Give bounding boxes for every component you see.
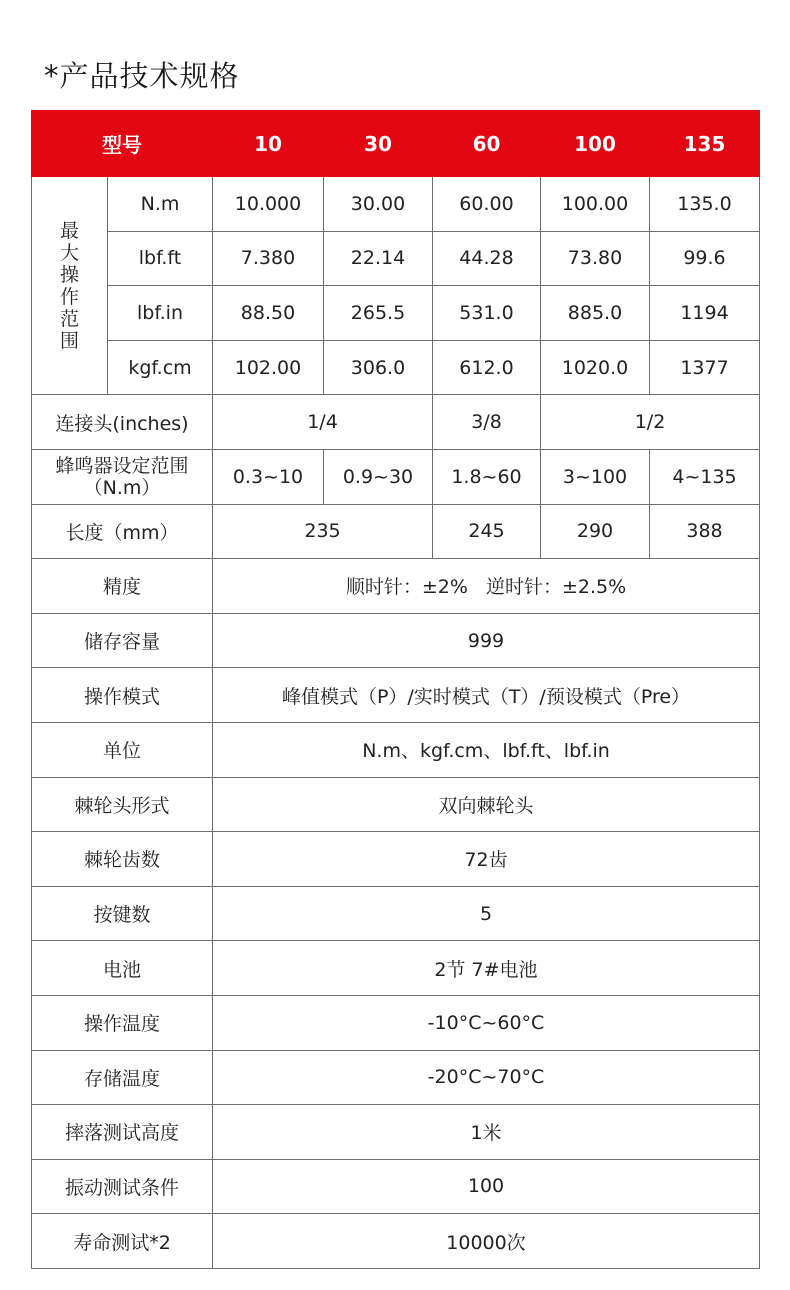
spec-row bbox=[32, 886, 760, 941]
value-cell: 1020.0 bbox=[541, 340, 650, 395]
spec-row bbox=[32, 777, 760, 832]
value-cell: 双向棘轮头 bbox=[213, 777, 760, 832]
value-cell: 290 bbox=[541, 504, 650, 559]
value-cell: 612.0 bbox=[433, 340, 541, 395]
row-label: 连接头(inches) bbox=[32, 395, 213, 450]
model-label: 型号 bbox=[32, 111, 213, 177]
value-cell: 0.9~30 bbox=[324, 449, 433, 504]
value-cell: 0.3~10 bbox=[213, 449, 324, 504]
unit-cell: lbf.ft bbox=[108, 231, 213, 286]
row-label: 操作温度 bbox=[32, 995, 213, 1050]
value-cell: 88.50 bbox=[213, 286, 324, 341]
value-cell: 245 bbox=[433, 504, 541, 559]
value-cell: 388 bbox=[650, 504, 760, 559]
value-cell: 100.00 bbox=[541, 177, 650, 232]
value-cell: 44.28 bbox=[433, 231, 541, 286]
row-label: 长度（mm） bbox=[32, 504, 213, 559]
row-label: 按键数 bbox=[32, 886, 213, 941]
value-cell: 顺时针：±2% 逆时针：±2.5% bbox=[213, 559, 760, 614]
row-label: 单位 bbox=[32, 722, 213, 777]
row-label: 操作模式 bbox=[32, 668, 213, 723]
unit-cell: lbf.in bbox=[108, 286, 213, 341]
model-header: 100 bbox=[541, 111, 650, 177]
value-cell: 峰值模式（P）/实时模式（T）/预设模式（Pre） bbox=[213, 668, 760, 723]
value-cell: 4~135 bbox=[650, 449, 760, 504]
model-header: 60 bbox=[433, 111, 541, 177]
unit-cell: N.m bbox=[108, 177, 213, 232]
value-cell: 72齿 bbox=[213, 832, 760, 887]
value-cell: 7.380 bbox=[213, 231, 324, 286]
row-label: 精度 bbox=[32, 559, 213, 614]
value-cell: 5 bbox=[213, 886, 760, 941]
value-cell: 102.00 bbox=[213, 340, 324, 395]
value-cell: -20°C~70°C bbox=[213, 1050, 760, 1105]
value-cell: 1/4 bbox=[213, 395, 433, 450]
spec-row bbox=[32, 995, 760, 1050]
row-label: 摔落测试高度 bbox=[32, 1105, 213, 1160]
value-cell: 531.0 bbox=[433, 286, 541, 341]
value-cell: 3~100 bbox=[541, 449, 650, 504]
spec-row bbox=[32, 722, 760, 777]
spec-row bbox=[32, 668, 760, 723]
page-title: *产品技术规格 bbox=[44, 59, 240, 93]
spec-row bbox=[32, 1050, 760, 1105]
value-cell: 235 bbox=[213, 504, 433, 559]
value-cell: N.m、kgf.cm、lbf.ft、lbf.in bbox=[213, 722, 760, 777]
value-cell: 22.14 bbox=[324, 231, 433, 286]
spec-row bbox=[32, 1159, 760, 1214]
model-header: 30 bbox=[324, 111, 433, 177]
unit-cell: kgf.cm bbox=[108, 340, 213, 395]
value-cell: 1377 bbox=[650, 340, 760, 395]
model-header: 135 bbox=[650, 111, 760, 177]
spec-row bbox=[32, 1105, 760, 1160]
connector-row bbox=[32, 395, 760, 450]
range-row bbox=[32, 177, 760, 232]
value-cell: 1/2 bbox=[541, 395, 760, 450]
model-header: 10 bbox=[213, 111, 324, 177]
spec-row bbox=[32, 613, 760, 668]
range-row bbox=[32, 231, 760, 286]
row-label: 棘轮头形式 bbox=[32, 777, 213, 832]
value-cell: 2节 7#电池 bbox=[213, 941, 760, 996]
value-cell: 999 bbox=[213, 613, 760, 668]
spec-row bbox=[32, 832, 760, 887]
row-label: 寿命测试*2 bbox=[32, 1214, 213, 1269]
row-label: 电池 bbox=[32, 941, 213, 996]
value-cell: 1.8~60 bbox=[433, 449, 541, 504]
value-cell: 99.6 bbox=[650, 231, 760, 286]
value-cell: 100 bbox=[213, 1159, 760, 1214]
buzzer-row bbox=[32, 449, 760, 504]
value-cell: 10000次 bbox=[213, 1214, 760, 1269]
max-range-label: 最 大 操 作 范 围 bbox=[32, 177, 108, 395]
value-cell: 1194 bbox=[650, 286, 760, 341]
length-row bbox=[32, 504, 760, 559]
row-label: 储存容量 bbox=[32, 613, 213, 668]
value-cell: 265.5 bbox=[324, 286, 433, 341]
row-label: 振动测试条件 bbox=[32, 1159, 213, 1214]
value-cell: 3/8 bbox=[433, 395, 541, 450]
spec-row bbox=[32, 559, 760, 614]
value-cell: 1米 bbox=[213, 1105, 760, 1160]
value-cell: 885.0 bbox=[541, 286, 650, 341]
value-cell: 135.0 bbox=[650, 177, 760, 232]
value-cell: 30.00 bbox=[324, 177, 433, 232]
value-cell: -10°C~60°C bbox=[213, 995, 760, 1050]
spec-table bbox=[31, 110, 760, 1269]
range-row bbox=[32, 286, 760, 341]
row-label: 棘轮齿数 bbox=[32, 832, 213, 887]
range-row bbox=[32, 340, 760, 395]
header-row bbox=[32, 111, 760, 177]
value-cell: 60.00 bbox=[433, 177, 541, 232]
row-label: 存储温度 bbox=[32, 1050, 213, 1105]
spec-row bbox=[32, 941, 760, 996]
value-cell: 306.0 bbox=[324, 340, 433, 395]
value-cell: 73.80 bbox=[541, 231, 650, 286]
spec-row bbox=[32, 1214, 760, 1269]
value-cell: 10.000 bbox=[213, 177, 324, 232]
row-label: 蜂鸣器设定范围 （N.m） bbox=[32, 449, 213, 504]
